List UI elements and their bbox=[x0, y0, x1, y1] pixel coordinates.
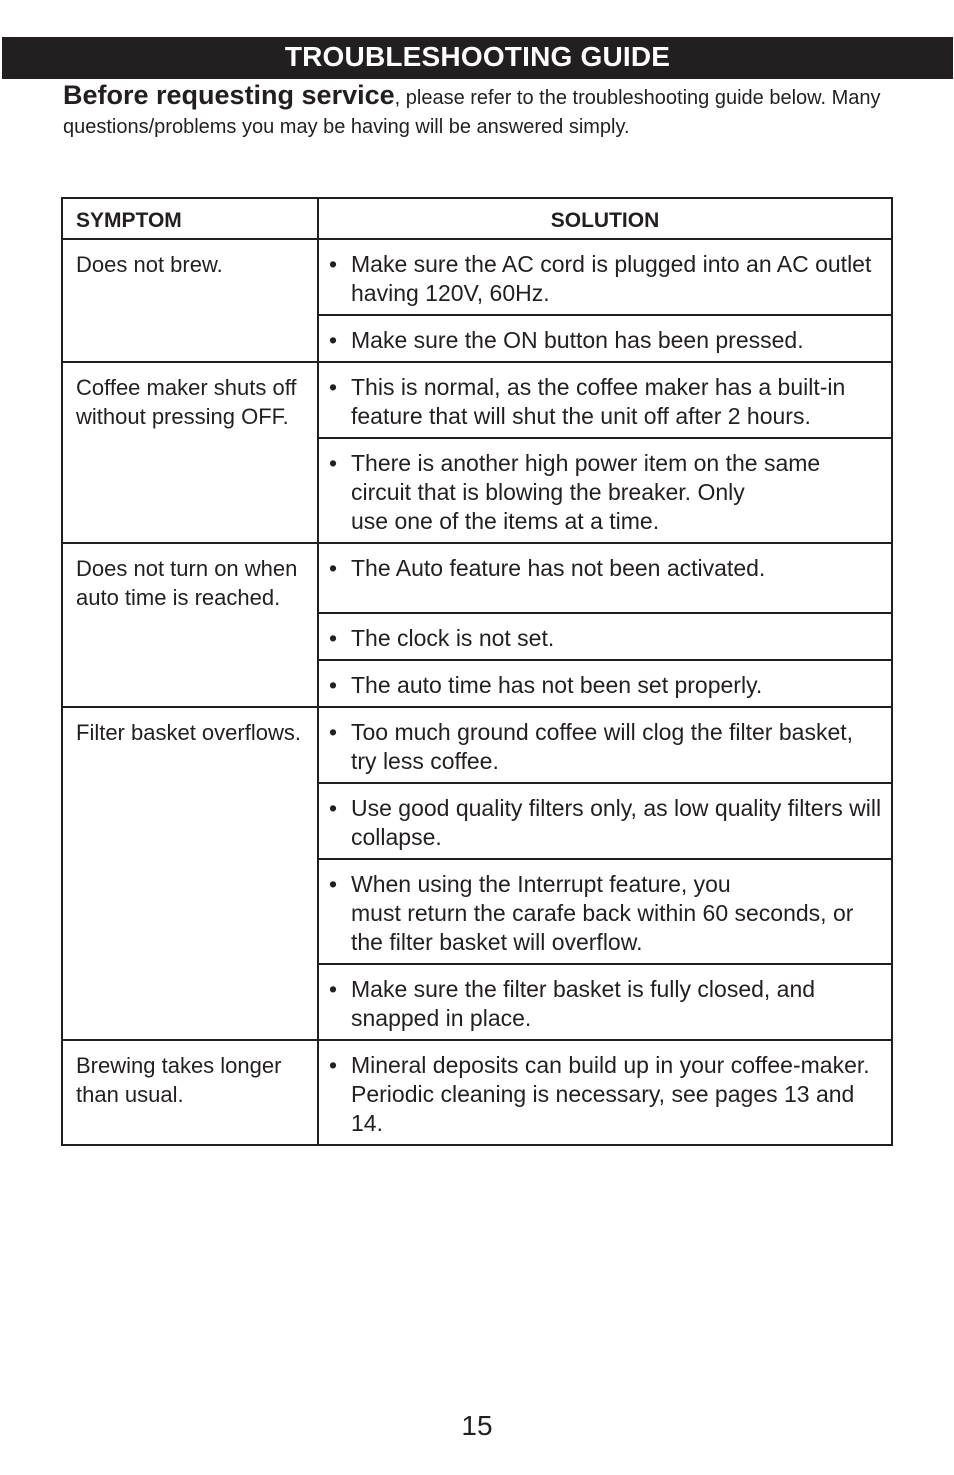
solution-header: SOLUTION bbox=[318, 198, 892, 239]
table-row bbox=[62, 1040, 892, 1145]
symptom-cell: Does not brew. bbox=[62, 239, 318, 362]
solution-text: Mineral deposits can build up in your coffee-maker. Periodic cleaning is necessary, see pages 13 and 14. bbox=[351, 1052, 870, 1136]
bullet-mark: • bbox=[329, 1052, 338, 1078]
solution-cell bbox=[318, 660, 892, 707]
solution-text: Make sure the AC cord is plugged into an AC outlet having 120V, 60Hz. bbox=[351, 251, 872, 306]
page-number: 15 bbox=[461, 1410, 493, 1441]
solution-cell bbox=[318, 613, 892, 660]
solution-text: This is normal, as the coffee maker has a built-in feature that will shut the unit off after 2 hours. bbox=[351, 374, 846, 429]
table-row bbox=[62, 239, 892, 315]
solution-cell bbox=[318, 438, 892, 543]
solution-cell bbox=[318, 783, 892, 859]
solution-cell bbox=[318, 239, 892, 315]
symptom-header: SYMPTOM bbox=[62, 198, 318, 239]
solution-text: The Auto feature has not been activated. bbox=[351, 555, 766, 581]
solution-text: Make sure the ON button has been pressed. bbox=[351, 327, 804, 353]
bullet-mark: • bbox=[329, 719, 338, 745]
solution-text: Make sure the filter basket is fully closed, and snapped in place. bbox=[351, 976, 816, 1031]
table-row bbox=[62, 543, 892, 613]
solution-cell bbox=[318, 707, 892, 783]
solution-cell bbox=[318, 362, 892, 438]
table-body bbox=[62, 239, 892, 1145]
bullet-mark: • bbox=[329, 251, 338, 277]
symptom-cell: Filter basket overflows. bbox=[62, 707, 318, 1040]
solution-text: When using the Interrupt feature, you must return the carafe back within 60 seconds, or the filter basket will overflow. bbox=[351, 871, 854, 955]
solution-cell bbox=[318, 315, 892, 362]
bullet-mark: • bbox=[329, 672, 338, 698]
bullet-mark: • bbox=[329, 555, 338, 581]
bullet-mark: • bbox=[329, 374, 338, 400]
troubleshooting-table bbox=[61, 197, 893, 1146]
bullet-mark: • bbox=[329, 795, 338, 821]
symptom-cell: Brewing takes longer than usual. bbox=[62, 1040, 318, 1145]
table-row bbox=[62, 707, 892, 783]
solution-cell bbox=[318, 1040, 892, 1145]
bullet-mark: • bbox=[329, 871, 338, 897]
table-header-row bbox=[62, 198, 892, 239]
solution-text: Use good quality filters only, as low quality filters will collapse. bbox=[351, 795, 882, 850]
intro-lead: Before requesting service bbox=[63, 80, 395, 110]
solution-cell bbox=[318, 543, 892, 613]
solution-text: The clock is not set. bbox=[351, 625, 555, 651]
bullet-mark: • bbox=[329, 976, 338, 1002]
solution-cell bbox=[318, 964, 892, 1040]
symptom-cell: Coffee maker shuts off without pressing OFF. bbox=[62, 362, 318, 543]
solution-text: The auto time has not been set properly. bbox=[351, 672, 763, 698]
intro-paragraph bbox=[63, 81, 883, 142]
table-row bbox=[62, 362, 892, 438]
bullet-mark: • bbox=[329, 625, 338, 651]
solution-cell bbox=[318, 859, 892, 964]
solution-text: There is another high power item on the same circuit that is blowing the breaker. Only use one of the items at a time. bbox=[351, 450, 821, 534]
page-title: TROUBLESHOOTING GUIDE bbox=[2, 37, 953, 79]
symptom-cell: Does not turn on when auto time is reached. bbox=[62, 543, 318, 707]
intro-text: , please refer to the troubleshooting guide below. Many questions/problems you may be having will be answered simply. bbox=[63, 87, 881, 138]
solution-text: Too much ground coffee will clog the filter basket, try less coffee. bbox=[351, 719, 854, 774]
bullet-mark: • bbox=[329, 327, 338, 353]
bullet-mark: • bbox=[329, 450, 338, 476]
